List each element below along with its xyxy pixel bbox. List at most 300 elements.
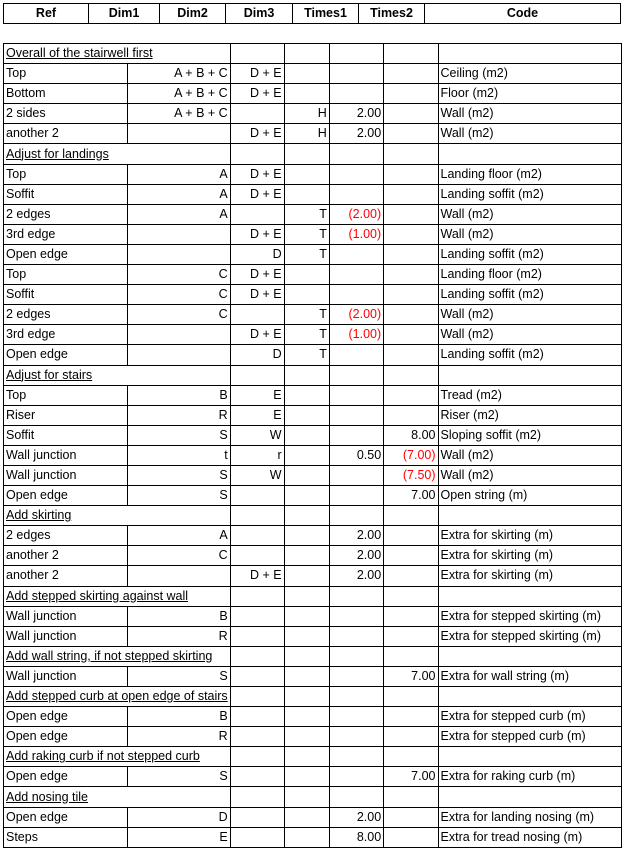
cell-times2[interactable] [384, 164, 438, 184]
cell-dim3[interactable] [284, 727, 329, 747]
cell-dim1[interactable]: A [127, 204, 230, 224]
cell-ref[interactable]: Open edge [4, 345, 128, 365]
cell-ref[interactable]: Soffit [4, 285, 128, 305]
empty-cell[interactable] [384, 787, 438, 807]
empty-cell[interactable] [230, 506, 284, 526]
cell-code[interactable]: Landing soffit (m2) [438, 244, 621, 264]
cell-dim3[interactable] [284, 827, 329, 847]
cell-times1[interactable] [329, 345, 383, 365]
cell-dim1[interactable]: S [127, 666, 230, 686]
cell-dim1[interactable]: C [127, 285, 230, 305]
cell-dim3[interactable] [284, 184, 329, 204]
cell-dim2[interactable] [230, 827, 284, 847]
cell-code[interactable]: Open string (m) [438, 486, 621, 506]
cell-dim3[interactable] [284, 666, 329, 686]
cell-dim2[interactable] [230, 626, 284, 646]
cell-times1[interactable]: 0.50 [329, 445, 383, 465]
cell-code[interactable]: Riser (m2) [438, 405, 621, 425]
cell-dim3[interactable] [284, 566, 329, 586]
cell-ref[interactable]: 2 edges [4, 305, 128, 325]
cell-ref[interactable]: Open edge [4, 727, 128, 747]
cell-times1[interactable] [329, 265, 383, 285]
cell-times2[interactable]: (7.50) [384, 465, 438, 485]
empty-cell[interactable] [230, 787, 284, 807]
empty-cell[interactable] [438, 44, 621, 64]
cell-dim2[interactable]: D + E [230, 64, 284, 84]
cell-dim3[interactable] [284, 546, 329, 566]
cell-dim1[interactable]: C [127, 546, 230, 566]
cell-ref[interactable]: Open edge [4, 486, 128, 506]
cell-times2[interactable] [384, 64, 438, 84]
section-heading-cell[interactable] [4, 586, 231, 606]
cell-code[interactable]: Extra for raking curb (m) [438, 767, 621, 787]
cell-code[interactable]: Extra for wall string (m) [438, 666, 621, 686]
table-row [4, 727, 622, 747]
cell-dim2[interactable] [230, 305, 284, 325]
cell-ref[interactable]: Open edge [4, 707, 128, 727]
cell-dim2[interactable]: W [230, 465, 284, 485]
cell-times2[interactable] [384, 124, 438, 144]
cell-times2[interactable] [384, 244, 438, 264]
cell-dim1[interactable]: A + B + C [127, 64, 230, 84]
empty-cell[interactable] [438, 787, 621, 807]
cell-ref[interactable]: Wall junction [4, 465, 128, 485]
cell-dim3[interactable] [284, 465, 329, 485]
table-row [4, 626, 622, 646]
cell-times2[interactable] [384, 526, 438, 546]
cell-ref[interactable]: 2 edges [4, 204, 128, 224]
empty-cell[interactable] [438, 747, 621, 767]
cell-ref[interactable]: Open edge [4, 807, 128, 827]
cell-times2[interactable] [384, 224, 438, 244]
cell-code[interactable]: Extra for stepped curb (m) [438, 727, 621, 747]
cell-times1[interactable] [329, 64, 383, 84]
table-row [4, 546, 622, 566]
table-row [4, 425, 622, 445]
cell-dim2[interactable] [230, 767, 284, 787]
cell-times1[interactable] [329, 285, 383, 305]
cell-dim3[interactable] [284, 84, 329, 104]
empty-cell[interactable] [438, 506, 621, 526]
cell-times2[interactable]: 7.00 [384, 767, 438, 787]
section-heading: Adjust for stairs [6, 367, 93, 382]
cell-dim1[interactable]: D [127, 807, 230, 827]
empty-cell[interactable] [230, 586, 284, 606]
cell-dim1[interactable]: A [127, 164, 230, 184]
cell-times2[interactable] [384, 285, 438, 305]
empty-cell[interactable] [384, 687, 438, 707]
cell-code[interactable]: Landing soffit (m2) [438, 184, 621, 204]
cell-times2[interactable]: (7.00) [384, 445, 438, 465]
cell-times1[interactable]: (2.00) [329, 305, 383, 325]
cell-times2[interactable] [384, 184, 438, 204]
cell-dim1[interactable]: t [127, 445, 230, 465]
cell-dim1[interactable] [127, 345, 230, 365]
section-heading-cell[interactable] [4, 687, 231, 707]
cell-dim3[interactable]: T [284, 305, 329, 325]
cell-ref[interactable]: Steps [4, 827, 128, 847]
table-row [4, 465, 622, 485]
cell-code[interactable]: Extra for skirting (m) [438, 566, 621, 586]
cell-times2[interactable] [384, 405, 438, 425]
cell-ref[interactable]: Top [4, 164, 128, 184]
header-ref[interactable]: Ref [4, 4, 89, 24]
cell-code[interactable]: Wall (m2) [438, 325, 621, 345]
cell-times2[interactable] [384, 84, 438, 104]
cell-ref[interactable]: Riser [4, 405, 128, 425]
cell-dim1[interactable]: A [127, 526, 230, 546]
empty-cell[interactable] [230, 365, 284, 385]
cell-ref[interactable]: Top [4, 265, 128, 285]
takeoff-rows [4, 44, 622, 848]
cell-times1[interactable] [329, 184, 383, 204]
cell-times1[interactable] [329, 425, 383, 445]
empty-cell[interactable] [230, 747, 284, 767]
empty-cell[interactable] [284, 586, 329, 606]
cell-dim1[interactable]: R [127, 626, 230, 646]
cell-dim1[interactable]: B [127, 707, 230, 727]
cell-dim1[interactable]: B [127, 385, 230, 405]
cell-dim1[interactable]: S [127, 767, 230, 787]
cell-code[interactable]: Tread (m2) [438, 385, 621, 405]
cell-times2[interactable] [384, 807, 438, 827]
cell-dim3[interactable]: T [284, 345, 329, 365]
empty-cell[interactable] [329, 365, 383, 385]
cell-dim2[interactable]: D + E [230, 164, 284, 184]
cell-dim2[interactable]: D + E [230, 566, 284, 586]
header-code[interactable]: Code [425, 4, 621, 24]
cell-code[interactable]: Wall (m2) [438, 305, 621, 325]
cell-times2[interactable] [384, 566, 438, 586]
cell-dim2[interactable]: D + E [230, 224, 284, 244]
header-dim1[interactable]: Dim1 [89, 4, 160, 24]
cell-dim2[interactable] [230, 546, 284, 566]
cell-times2[interactable] [384, 305, 438, 325]
cell-dim1[interactable]: A + B + C [127, 104, 230, 124]
cell-dim2[interactable]: D + E [230, 325, 284, 345]
cell-times2[interactable]: 7.00 [384, 486, 438, 506]
cell-dim1[interactable] [127, 244, 230, 264]
cell-code[interactable]: Extra for stepped skirting (m) [438, 606, 621, 626]
cell-times1[interactable] [329, 606, 383, 626]
section-row [4, 44, 622, 64]
empty-cell[interactable] [438, 646, 621, 666]
cell-dim3[interactable]: T [284, 325, 329, 345]
cell-dim3[interactable]: T [284, 244, 329, 264]
empty-cell[interactable] [329, 687, 383, 707]
cell-dim3[interactable] [284, 526, 329, 546]
cell-times1[interactable]: (1.00) [329, 325, 383, 345]
cell-dim2[interactable]: D + E [230, 84, 284, 104]
cell-dim3[interactable] [284, 767, 329, 787]
empty-cell[interactable] [384, 365, 438, 385]
empty-cell[interactable] [230, 44, 284, 64]
empty-cell[interactable] [329, 144, 383, 164]
cell-dim2[interactable] [230, 707, 284, 727]
cell-dim3[interactable]: H [284, 124, 329, 144]
cell-ref[interactable]: Top [4, 385, 128, 405]
cell-code[interactable]: Landing floor (m2) [438, 265, 621, 285]
cell-dim3[interactable] [284, 486, 329, 506]
cell-ref[interactable]: Soffit [4, 425, 128, 445]
cell-code[interactable]: Landing soffit (m2) [438, 345, 621, 365]
cell-code[interactable]: Wall (m2) [438, 124, 621, 144]
cell-dim2[interactable] [230, 104, 284, 124]
cell-dim2[interactable] [230, 204, 284, 224]
cell-dim2[interactable] [230, 526, 284, 546]
empty-cell[interactable] [329, 44, 383, 64]
cell-times1[interactable] [329, 244, 383, 264]
empty-cell[interactable] [329, 747, 383, 767]
cell-ref[interactable]: Bottom [4, 84, 128, 104]
cell-dim3[interactable] [284, 626, 329, 646]
cell-dim2[interactable] [230, 606, 284, 626]
cell-dim1[interactable] [127, 124, 230, 144]
cell-ref[interactable]: 3rd edge [4, 325, 128, 345]
cell-dim1[interactable]: A [127, 184, 230, 204]
cell-ref[interactable]: 3rd edge [4, 224, 128, 244]
cell-times1[interactable] [329, 84, 383, 104]
cell-dim2[interactable]: D [230, 244, 284, 264]
cell-ref[interactable]: 2 sides [4, 104, 128, 124]
cell-code[interactable]: Floor (m2) [438, 84, 621, 104]
cell-dim1[interactable] [127, 224, 230, 244]
cell-dim3[interactable] [284, 606, 329, 626]
empty-cell[interactable] [329, 586, 383, 606]
cell-times1[interactable]: 2.00 [329, 546, 383, 566]
empty-cell[interactable] [329, 787, 383, 807]
cell-dim3[interactable] [284, 385, 329, 405]
section-heading-cell[interactable] [4, 44, 231, 64]
cell-dim1[interactable]: E [127, 827, 230, 847]
cell-dim1[interactable]: S [127, 425, 230, 445]
cell-code[interactable]: Landing soffit (m2) [438, 285, 621, 305]
cell-ref[interactable]: another 2 [4, 546, 128, 566]
section-heading-cell[interactable] [4, 646, 231, 666]
cell-times2[interactable] [384, 626, 438, 646]
cell-dim3[interactable] [284, 807, 329, 827]
cell-times2[interactable] [384, 606, 438, 626]
cell-times1[interactable] [329, 767, 383, 787]
cell-dim3[interactable]: T [284, 204, 329, 224]
empty-cell[interactable] [438, 586, 621, 606]
cell-times1[interactable]: 8.00 [329, 827, 383, 847]
cell-times2[interactable] [384, 385, 438, 405]
cell-dim1[interactable]: R [127, 727, 230, 747]
cell-code[interactable]: Extra for stepped skirting (m) [438, 626, 621, 646]
cell-dim3[interactable] [284, 164, 329, 184]
cell-times2[interactable]: 7.00 [384, 666, 438, 686]
header-dim3[interactable]: Dim3 [226, 4, 293, 24]
empty-cell[interactable] [438, 144, 621, 164]
cell-times1[interactable] [329, 707, 383, 727]
empty-cell[interactable] [284, 506, 329, 526]
empty-cell[interactable] [438, 687, 621, 707]
cell-dim1[interactable]: S [127, 486, 230, 506]
cell-code[interactable]: Wall (m2) [438, 224, 621, 244]
empty-cell[interactable] [329, 646, 383, 666]
cell-times1[interactable] [329, 727, 383, 747]
cell-dim2[interactable]: D + E [230, 285, 284, 305]
cell-dim3[interactable] [284, 265, 329, 285]
cell-dim1[interactable]: S [127, 465, 230, 485]
header-times1[interactable]: Times1 [293, 4, 359, 24]
takeoff-table [3, 43, 622, 848]
cell-times2[interactable]: 8.00 [384, 425, 438, 445]
cell-code[interactable]: Extra for landing nosing (m) [438, 807, 621, 827]
cell-dim2[interactable] [230, 727, 284, 747]
cell-dim3[interactable] [284, 405, 329, 425]
cell-dim3[interactable] [284, 425, 329, 445]
cell-times1[interactable] [329, 666, 383, 686]
cell-code[interactable]: Extra for skirting (m) [438, 546, 621, 566]
cell-times1[interactable]: 2.00 [329, 124, 383, 144]
table-row [4, 707, 622, 727]
cell-ref[interactable]: Soffit [4, 184, 128, 204]
empty-cell[interactable] [384, 144, 438, 164]
cell-times1[interactable] [329, 465, 383, 485]
section-heading-cell[interactable] [4, 365, 231, 385]
cell-times2[interactable] [384, 727, 438, 747]
cell-times2[interactable] [384, 204, 438, 224]
section-heading-cell[interactable] [4, 747, 231, 767]
empty-cell[interactable] [230, 646, 284, 666]
cell-times1[interactable]: 2.00 [329, 104, 383, 124]
cell-code[interactable]: Wall (m2) [438, 204, 621, 224]
cell-dim2[interactable]: E [230, 405, 284, 425]
cell-dim1[interactable]: C [127, 305, 230, 325]
cell-dim2[interactable]: D + E [230, 124, 284, 144]
cell-times1[interactable] [329, 486, 383, 506]
section-heading: Add raking curb if not stepped curb [6, 749, 200, 764]
empty-cell[interactable] [284, 44, 329, 64]
header-dim2[interactable]: Dim2 [160, 4, 226, 24]
cell-times1[interactable]: 2.00 [329, 526, 383, 546]
cell-times1[interactable] [329, 626, 383, 646]
cell-code[interactable]: Wall (m2) [438, 465, 621, 485]
cell-dim3[interactable]: T [284, 224, 329, 244]
cell-times1[interactable]: 2.00 [329, 566, 383, 586]
cell-code[interactable]: Landing floor (m2) [438, 164, 621, 184]
empty-cell[interactable] [384, 747, 438, 767]
section-heading-cell[interactable] [4, 787, 231, 807]
empty-cell[interactable] [230, 687, 284, 707]
table-row [4, 325, 622, 345]
table-row [4, 767, 622, 787]
cell-ref[interactable]: Wall junction [4, 445, 128, 465]
table-row [4, 64, 622, 84]
cell-times1[interactable] [329, 164, 383, 184]
empty-cell[interactable] [284, 646, 329, 666]
empty-cell[interactable] [230, 144, 284, 164]
table-row [4, 265, 622, 285]
cell-times2[interactable] [384, 325, 438, 345]
cell-ref[interactable]: Wall junction [4, 606, 128, 626]
cell-dim3[interactable] [284, 285, 329, 305]
cell-code[interactable]: Wall (m2) [438, 104, 621, 124]
cell-times2[interactable] [384, 265, 438, 285]
cell-ref[interactable]: 2 edges [4, 526, 128, 546]
cell-ref[interactable]: Open edge [4, 244, 128, 264]
header-row [4, 4, 621, 24]
empty-cell[interactable] [384, 586, 438, 606]
empty-cell[interactable] [438, 365, 621, 385]
cell-dim2[interactable] [230, 807, 284, 827]
cell-ref[interactable]: Top [4, 64, 128, 84]
cell-ref[interactable]: another 2 [4, 124, 128, 144]
cell-dim2[interactable]: W [230, 425, 284, 445]
cell-times2[interactable] [384, 827, 438, 847]
cell-dim2[interactable]: r [230, 445, 284, 465]
empty-cell[interactable] [329, 506, 383, 526]
cell-dim3[interactable] [284, 707, 329, 727]
table-row [4, 124, 622, 144]
empty-cell[interactable] [384, 506, 438, 526]
cell-dim1[interactable] [127, 325, 230, 345]
cell-code[interactable]: Extra for tread nosing (m) [438, 827, 621, 847]
cell-times1[interactable] [329, 385, 383, 405]
header-times2[interactable]: Times2 [359, 4, 425, 24]
section-heading: Overall of the stairwell first [6, 46, 153, 61]
empty-cell[interactable] [284, 787, 329, 807]
empty-cell[interactable] [284, 687, 329, 707]
empty-cell[interactable] [284, 747, 329, 767]
section-heading-cell[interactable] [4, 144, 231, 164]
cell-dim2[interactable]: D + E [230, 184, 284, 204]
cell-dim2[interactable] [230, 486, 284, 506]
cell-times1[interactable]: (2.00) [329, 204, 383, 224]
empty-cell[interactable] [284, 365, 329, 385]
cell-dim1[interactable]: R [127, 405, 230, 425]
cell-times1[interactable] [329, 405, 383, 425]
empty-cell[interactable] [384, 44, 438, 64]
cell-dim2[interactable]: D + E [230, 265, 284, 285]
cell-dim1[interactable]: C [127, 265, 230, 285]
cell-dim2[interactable]: D [230, 345, 284, 365]
cell-times2[interactable] [384, 546, 438, 566]
cell-times2[interactable] [384, 104, 438, 124]
cell-code[interactable]: Extra for stepped curb (m) [438, 707, 621, 727]
empty-cell[interactable] [384, 646, 438, 666]
cell-dim2[interactable] [230, 666, 284, 686]
cell-times1[interactable]: (1.00) [329, 224, 383, 244]
section-heading-cell[interactable] [4, 506, 231, 526]
cell-dim3[interactable] [284, 445, 329, 465]
empty-cell[interactable] [284, 144, 329, 164]
cell-dim1[interactable]: A + B + C [127, 84, 230, 104]
table-row [4, 184, 622, 204]
cell-code[interactable]: Ceiling (m2) [438, 64, 621, 84]
cell-dim3[interactable] [284, 64, 329, 84]
table-row [4, 204, 622, 224]
cell-dim3[interactable]: H [284, 104, 329, 124]
cell-ref[interactable]: Wall junction [4, 626, 128, 646]
cell-code[interactable]: Sloping soffit (m2) [438, 425, 621, 445]
cell-dim1[interactable] [127, 566, 230, 586]
table-row [4, 224, 622, 244]
cell-dim1[interactable]: B [127, 606, 230, 626]
section-row [4, 646, 622, 666]
cell-code[interactable]: Wall (m2) [438, 445, 621, 465]
cell-dim2[interactable]: E [230, 385, 284, 405]
cell-times2[interactable] [384, 707, 438, 727]
cell-times1[interactable]: 2.00 [329, 807, 383, 827]
cell-ref[interactable]: Wall junction [4, 666, 128, 686]
cell-ref[interactable]: another 2 [4, 566, 128, 586]
cell-times2[interactable] [384, 345, 438, 365]
cell-ref[interactable]: Open edge [4, 767, 128, 787]
cell-code[interactable]: Extra for skirting (m) [438, 526, 621, 546]
